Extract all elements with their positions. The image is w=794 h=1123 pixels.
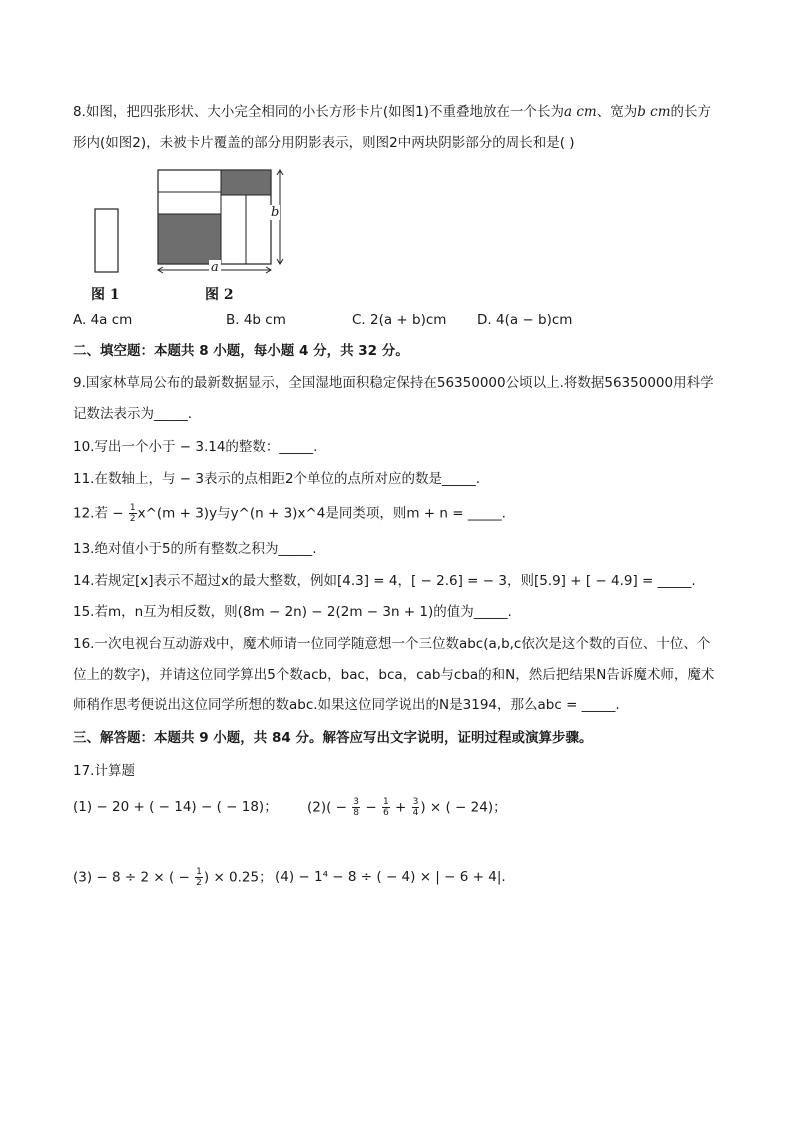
q12-prefix: 12.若 − [73,505,124,522]
q17-title: 17.计算题 [73,763,135,779]
figure-1-card [94,208,120,274]
q8-option-d: D. 4(a − b)cm [477,312,573,328]
q17-p2-pre: (2)( − [307,799,347,816]
q8-mid: 、宽为 [596,104,638,120]
q9-line2: 记数法表示为_____. [73,406,193,422]
q8-text: 8.如图，把四张形状、大小完全相同的小长方形卡片(如图1)不重叠地放在一个长为 [73,104,565,120]
q15: 15.若m，n互为相反数，则(8m − 2n) − 2(2m − 3n + 1)的值为_____. [73,604,512,620]
q17-p3-post: ) × 0.25； [203,869,273,886]
label-a: a [211,260,219,275]
q17-part2: (2)( − $\frac{3}{8}$ − $\frac{1}{6}$ + $\frac{3}{4}$ ) × ( − 24)； [307,797,507,818]
q17-p2-f1-num: 3 [353,797,360,807]
q14: 14.若规定[x]表示不超过x的最大整数，例如[4.3] = 4，[ − 2.6] = − 3，则[5.9] + [ − 4.9] = _____. [73,573,696,589]
q8-b-cm: b cm [637,104,671,120]
q9-line1: 9.国家林草局公布的最新数据显示，全国湿地面积稳定保持在56350000公顷以上.将数据56350000用科学 [73,375,714,391]
label-b: b [271,205,280,220]
q17-p2-post: ) × ( − 24)； [420,799,507,816]
q16-line1: 16.一次电视台互动游戏中，魔术师请一位同学随意想一个三位数abc(a,b,c依次是这个数的百位、十位、个 [73,636,711,652]
q17-part1: (1) − 20 + ( − 14) − ( − 18)； [73,799,278,815]
q8-tail: 的长方 [670,104,712,120]
section-3-heading: 三、解答题：本题共 9 小题，共 84 分。解答应写出文字说明，证明过程或演算步骤。 [73,730,593,746]
q17-p2-f2-den: 6 [382,808,389,818]
shaded-region-top-right [221,170,271,195]
q8-option-b: B. 4b cm [226,312,286,328]
q13: 13.绝对值小于5的所有整数之积为_____. [73,541,317,557]
figure-1-caption: 图 1 [91,287,120,303]
small-rectangle-card [95,209,118,272]
q17-p2-f3-num: 3 [412,797,419,807]
q8-option-c: C. 2(a + b)cm [352,312,447,328]
q17-p3-f-den: 2 [196,878,202,888]
figure-2-caption: 图 2 [205,287,234,303]
q17-p2-f3-den: 4 [412,808,419,818]
q8-a-cm: a cm [564,104,597,120]
q17-p2-frac2 [382,797,390,818]
q8-option-a: A. 4a cm [73,312,133,328]
q8-line2: 形内(如图2)，未被卡片覆盖的部分用阴影表示，则图2中两块阴影部分的周长和是( ) [73,135,575,151]
figure-2-diagram [154,166,294,276]
q12 [73,503,506,524]
q12-frac-den: 2 [129,514,136,524]
q16-line2: 位上的数字)，并请这位同学算出5个数acb，bac，bca，cab与cba的和N，然后把结果N告诉魔术师，魔术 [73,667,715,683]
section-2-heading: 二、填空题：本题共 8 小题，每小题 4 分，共 32 分。 [73,343,409,359]
q12-frac-num: 1 [129,503,136,513]
shaded-region-bottom-left [158,214,221,264]
q17-p2-f1-den: 8 [353,808,360,818]
q17-p3-pre: (3) − 8 ÷ 2 × ( − [73,869,190,886]
q12-rest: x^(m + 3)y与y^(n + 3)x^4是同类项，则m + n = _____. [137,505,506,522]
q17-part3 [73,867,273,888]
q17-p3-f-num: 1 [196,867,202,877]
q17-p2-f2-num: 1 [382,797,389,807]
q17-part4: (4) − 1⁴ − 8 ÷ ( − 4) × | − 6 + 4|. [275,869,506,885]
q16-line3: 师稍作思考便说出这位同学所想的数abc.如果这位同学说出的N是3194，那么abc = _____. [73,697,620,713]
q8-line1 [73,102,711,122]
q10: 10.写出一个小于 − 3.14的整数：_____. [73,439,318,455]
q17-p3-frac [195,867,203,888]
q12-fraction [129,503,137,524]
q17-p2-frac3 [412,797,420,818]
q17-p2-frac1 [352,797,360,818]
q11: 11.在数轴上，与 − 3表示的点相距2个单位的点所对应的数是_____. [73,471,481,487]
